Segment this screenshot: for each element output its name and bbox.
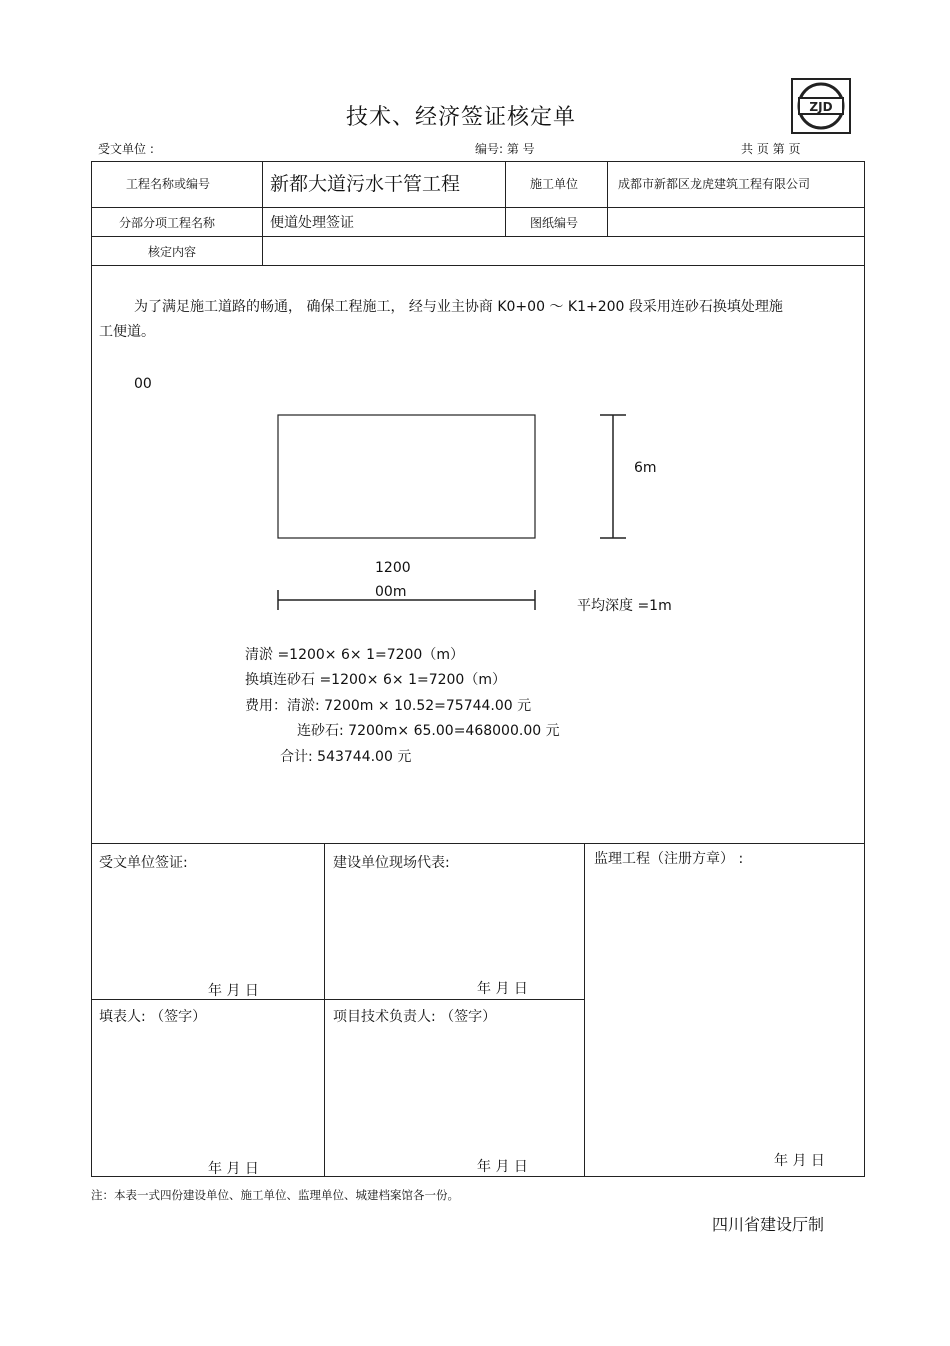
tech-lead-label: 项目技术负责人: （签字） bbox=[333, 1009, 497, 1025]
filler-date: 年 月 日 bbox=[208, 1161, 259, 1177]
contractor-name: 成都市新都区龙虎建筑工程有限公司 bbox=[618, 177, 811, 191]
content-paragraph-line1: 为了满足施工道路的畅通， 确保工程施工， 经与业主协商 K0+00 ～ K1+200 段采用连砂石换填处理施 bbox=[134, 299, 783, 315]
contractor-label: 施工单位 bbox=[530, 177, 579, 191]
height-dimension-label: 6m bbox=[634, 460, 657, 476]
drawing-no-label: 图纸编号 bbox=[530, 216, 579, 230]
recv-sign-date: 年 月 日 bbox=[208, 983, 259, 999]
calc-total: 合计: 543744.00 元 bbox=[280, 749, 412, 765]
company-logo bbox=[791, 78, 851, 134]
road-rectangle bbox=[278, 415, 535, 538]
logo-text: ZJD bbox=[809, 100, 833, 114]
recv-sign-label: 受文单位签证: bbox=[99, 855, 188, 871]
issuer: 四川省建设厅制 bbox=[712, 1215, 825, 1234]
calc-cost-gravel: 连砂石: 7200m× 65.00=468000.00 元 bbox=[297, 723, 560, 739]
project-name: 新都大道污水干管工程 bbox=[270, 173, 461, 195]
content-paragraph-line2: 工便道。 bbox=[99, 324, 155, 340]
page-count: 共 页 第 页 bbox=[741, 142, 801, 156]
road-sketch bbox=[270, 405, 640, 615]
recv-unit-label: 受文单位 : bbox=[98, 142, 154, 156]
calc-dredge: 清淤 =1200× 6× 1=7200（m） bbox=[245, 647, 464, 663]
average-depth: 平均深度 =1m bbox=[577, 598, 672, 614]
sketch-label: 00 bbox=[134, 376, 152, 392]
calc-cost-dredge: 费用：清淤: 7200m × 10.52=75744.00 元 bbox=[245, 698, 532, 714]
owner-rep-date: 年 月 日 bbox=[477, 981, 528, 997]
supervisor-date: 年 月 日 bbox=[774, 1153, 825, 1169]
footer-note: 注：本表一式四份建设单位、施工单位、监理单位、城建档案馆各一份。 bbox=[91, 1188, 459, 1202]
content-label: 核定内容 bbox=[148, 245, 197, 259]
filler-label: 填表人: （签字） bbox=[99, 1009, 207, 1025]
tech-lead-date: 年 月 日 bbox=[477, 1159, 528, 1175]
owner-rep-label: 建设单位现场代表: bbox=[333, 855, 450, 871]
length-dimension-label-1: 1200 bbox=[375, 560, 411, 576]
subproject-name: 便道处理签证 bbox=[270, 215, 354, 231]
calc-backfill: 换填连砂石 =1200× 6× 1=7200（m） bbox=[245, 672, 506, 688]
supervisor-label: 监理工程（注册方章） : bbox=[594, 851, 744, 867]
project-name-label: 工程名称或编号 bbox=[126, 177, 211, 191]
subproject-label: 分部分项工程名称 bbox=[119, 216, 216, 230]
serial-number: 编号: 第 号 bbox=[475, 142, 535, 156]
page-title: 技术、经济签证核定单 bbox=[346, 105, 577, 130]
length-dimension-label-2: 00m bbox=[375, 584, 407, 600]
